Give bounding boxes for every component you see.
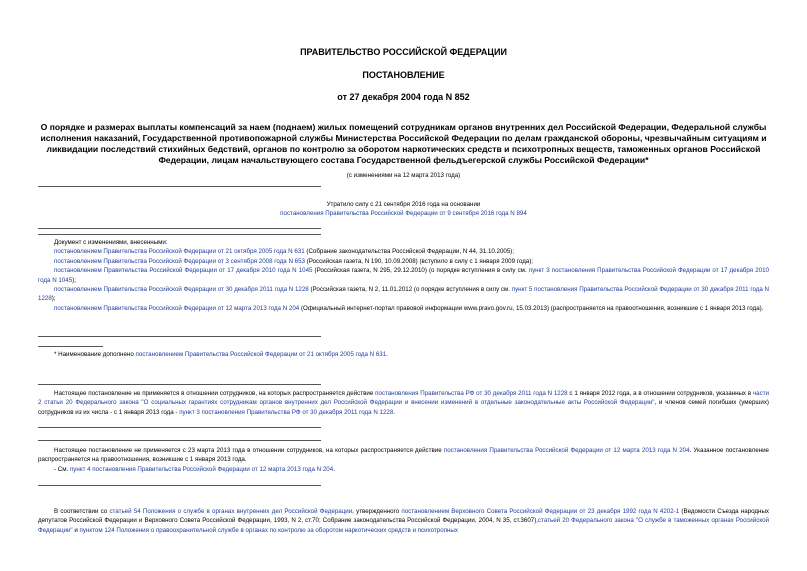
expired-notice	[38, 200, 769, 219]
note-text: - См.	[54, 465, 70, 473]
amendment-item	[38, 247, 769, 256]
footnote	[38, 350, 769, 359]
applicability-note-2	[38, 446, 769, 474]
amendment-link[interactable]: постановлением Правительства Российской Федерации от 21 октября 2005 года N 631	[54, 248, 305, 256]
amendment-effect-link[interactable]: пункт 5 постановления Правительства Российской Федерации от 30 декабря 2011 года N 1228	[38, 286, 770, 303]
amendment-item	[38, 257, 769, 266]
note-law-link[interactable]: части 2 статьи 20 Федерального закона "О социальных гарантиях сотрудникам органов внутренних дел Российской Федерации и внесении изменений в отдельные законодательные акты Российской Федерации"	[38, 390, 769, 407]
divider-rule	[38, 186, 321, 187]
footnote-link[interactable]: постановлением Правительства Российской Федерации от 21 октября 2005 года N 631	[135, 351, 387, 358]
document-type-heading: ПОСТАНОВЛЕНИЕ	[362, 70, 445, 80]
body-link[interactable]: статьей 20 Федерального закона "О службе в таможенных органах Российской Федерации"	[38, 517, 769, 534]
note-text: , и членов семей погибших (умерших) сотрудников из их числа - с 1 января 2013 года -	[38, 399, 769, 416]
expired-basis-link[interactable]: постановления Правительства Российской Федерации от 9 сентября 2016 года N 894	[280, 210, 527, 218]
body-link[interactable]: постановлением Верховного Совета Российской Федерации от 23 декабря 1992 года N 4202-1	[401, 508, 680, 515]
body-text: (Ведомости Съезда народных депутатов Российской Федерации и Верховного Совета Российской Федерации, 1993, N 2, ст.70; Собрание законодательства Российской Федерации, 2004, N 35, ст.3607),	[38, 508, 769, 525]
document-subject-title: О порядке и размерах выплаты компенсаций за наем (поднаем) жилых помещений сотрудникам органов внутренних дел Российской Федерации, Федеральной службы исполнения наказаний, Государственной противопожарной службы Министерства Российской Федерации по делам гражданской обороны, чрезвычайным ситуациям и ликвидации последствий стихийных бедствий, органов по контролю за оборотом наркотических средств и психотропных веществ, таможенных органов Российской Федерации, лицам начальствующего состава Государственной фельдъегерской службы Российской Федерации*	[40, 122, 767, 165]
divider-rule	[38, 336, 321, 337]
amendments-block	[38, 238, 769, 313]
amendment-source: (Российская газета, N 2, 11.01.2012 (о порядке вступления в силу см.	[308, 286, 512, 294]
body-text: В соответствии со	[54, 508, 110, 515]
applicability-note-1	[38, 389, 769, 417]
changes-note: (с изменениями на 12 марта 2013 года)	[346, 172, 461, 179]
footnote-rule	[38, 346, 103, 347]
note-point-link[interactable]: пункт 4 постановления Правительства Российской Федерации от 12 марта 2013 года N 204	[69, 465, 334, 473]
amendment-item	[38, 304, 769, 313]
preamble-paragraph	[38, 507, 769, 535]
amendment-source: (Российская газета, N 190, 10.09.2008) (вступило в силу с 1 января 2009 года);	[304, 257, 534, 265]
amendments-intro: Документ с изменениями, внесенными:	[54, 239, 168, 246]
note-link[interactable]: постановления Правительства РФ от 30 декабря 2011 года N 1228	[375, 390, 568, 397]
amendment-effect-link[interactable]: пункт 3 постановления Правительства Российской Федерации от 17 декабря 2010 года N 1045	[38, 267, 769, 284]
expired-text: Утратило силу с 21 сентября 2016 года на основании	[326, 201, 481, 208]
note-text: . Указанное постановление распространяется на правоотношения, возникшие с 1 января 2013 года.	[38, 447, 769, 464]
amendment-link[interactable]: постановлением Правительства Российской Федерации от 12 марта 2013 года N 204	[54, 304, 300, 312]
amendment-source: (Российская газета, N 295, 29.12.2010) (о порядке вступления в силу см.	[312, 267, 529, 275]
body-text: , утвержденного	[352, 508, 402, 515]
issuer-heading: ПРАВИТЕЛЬСТВО РОССИЙСКОЙ ФЕДЕРАЦИИ	[300, 47, 507, 57]
document-date-heading: от 27 декабря 2004 года N 852	[337, 92, 470, 102]
amendment-tail: );	[72, 276, 76, 284]
body-link[interactable]: пунктом 124 Положения о правоохранительной службе в органах по контролю за оборотом наркотических средств и психотропных	[79, 526, 458, 534]
note-text: .	[393, 408, 396, 416]
note-text: с 1 января 2012 года, а в отношении сотрудников, указанных в	[567, 390, 753, 397]
amendment-tail: );	[51, 295, 56, 303]
body-text: и	[72, 526, 80, 534]
amendment-link[interactable]: постановлением Правительства Российской Федерации от 17 декабря 2010 года N 1045	[54, 267, 313, 275]
divider-rule	[38, 384, 321, 385]
divider-rule	[38, 440, 321, 441]
note-point-link[interactable]: пункт 3 постановления Правительства РФ от 30 декабря 2011 года N 1228	[179, 408, 394, 416]
note-text: .	[333, 465, 335, 473]
divider-rule	[38, 485, 321, 486]
footnote-text: * Наименование дополнено	[54, 351, 136, 358]
amendment-source: (Официальный интернет-портал правовой информации www.pravo.gov.ru, 15.03.2013) (распространяется на правоотношения, возникшие с 1 января 2013 года).	[299, 304, 764, 312]
note-text: Настоящее постановление не применяется с 23 марта 2013 года в отношении сотрудников, на которых распространяется действие	[54, 447, 444, 454]
amendment-link[interactable]: постановлением Правительства Российской Федерации от 30 декабря 2011 года N 1228	[54, 286, 309, 294]
divider-rule	[38, 427, 321, 428]
note-link[interactable]: постановления Правительства Российской Федерации от 12 марта 2013 года N 204	[443, 447, 690, 454]
divider-rule	[38, 234, 321, 235]
amendment-item	[38, 285, 769, 304]
amendment-source: (Собрание законодательства Российской Федерации, N 44, 31.10.2005);	[304, 248, 515, 256]
amendment-item	[38, 266, 769, 285]
note-text: Настоящее постановление не применяется в отношении сотрудников, на которых распространяется действие	[54, 390, 376, 397]
divider-rule	[38, 228, 321, 229]
footnote-tail: .	[386, 351, 388, 358]
amendment-link[interactable]: постановлением Правительства Российской Федерации от 3 сентября 2008 года N 653	[54, 257, 305, 265]
body-link[interactable]: статьей 54 Положения о службе в органах внутренних дел Российской Федерации	[109, 508, 353, 515]
